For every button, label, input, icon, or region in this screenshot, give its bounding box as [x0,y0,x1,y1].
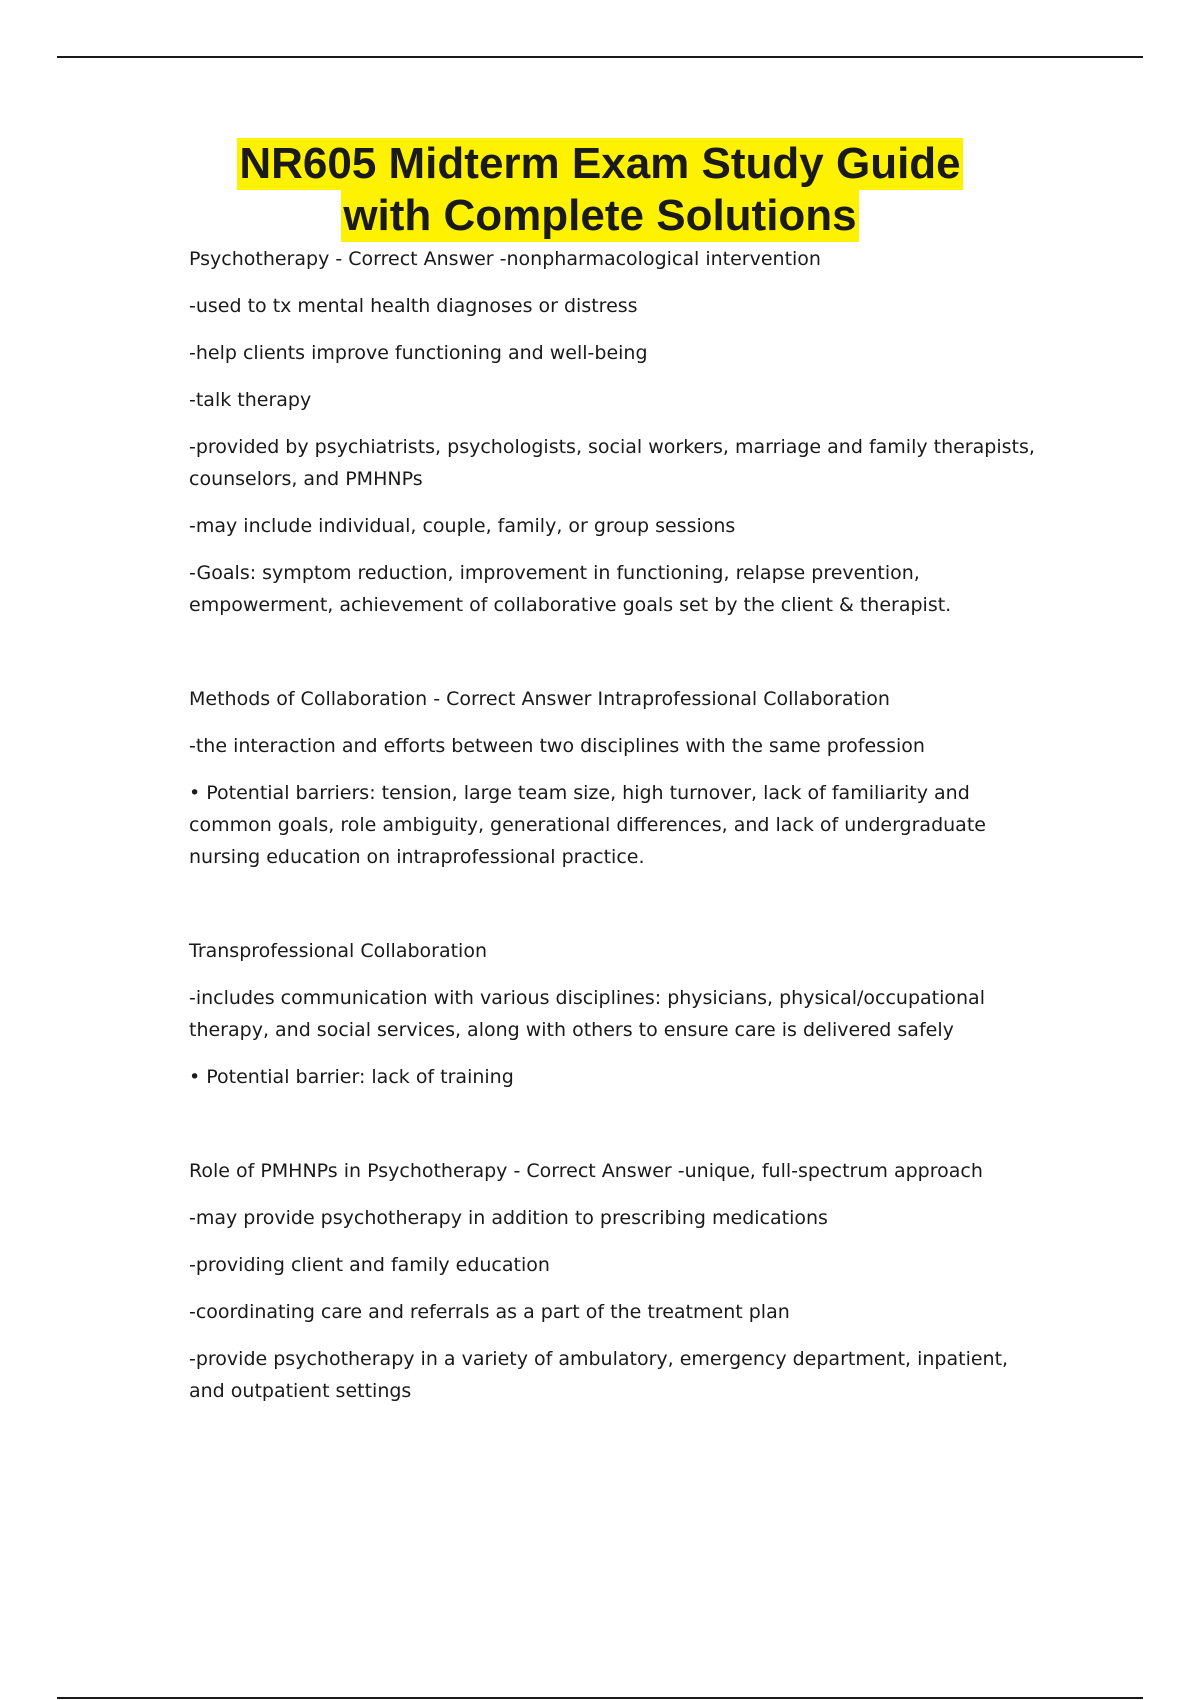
paragraph: -coordinating care and referrals as a part of the treatment plan [189,1301,790,1323]
bottom-divider [57,1697,1143,1699]
title-line-1: NR605 Midterm Exam Study Guide [239,139,961,188]
section-spacer [189,888,1049,935]
paragraph: -provided by psychiatrists, psychologists, social workers, marriage and family therapists, counselors, and PMHNPs [189,436,1035,490]
paragraph: -may include individual, couple, family, or group sessions [189,515,736,537]
title-line-2: with Complete Solutions [343,191,857,240]
paragraph: • Potential barrier: lack of training [189,1066,514,1088]
document-body [189,243,1049,1422]
paragraph: -the interaction and efforts between two disciplines with the same profession [189,735,925,757]
top-divider [57,56,1143,58]
document-title [0,138,1200,242]
paragraph: • Potential barriers: tension, large team size, high turnover, lack of familiarity and common goals, role ambiguity, generational differences, and lack of undergraduate nursing education on intraprofessional practice. [189,782,986,868]
paragraph: -Goals: symptom reduction, improvement in functioning, relapse prevention, empowerment, achievement of collaborative goals set by the client & therapist. [189,562,952,616]
section-spacer [189,636,1049,683]
paragraph: -provide psychotherapy in a variety of ambulatory, emergency department, inpatient, and outpatient settings [189,1348,1009,1402]
paragraph: -help clients improve functioning and well-being [189,342,648,364]
paragraph: Methods of Collaboration - Correct Answer Intraprofessional Collaboration [189,688,890,710]
paragraph: Role of PMHNPs in Psychotherapy - Correct Answer -unique, full-spectrum approach [189,1160,983,1182]
section-spacer [189,1108,1049,1155]
paragraph: -talk therapy [189,389,312,411]
paragraph: -used to tx mental health diagnoses or distress [189,295,638,317]
paragraph: -may provide psychotherapy in addition to prescribing medications [189,1207,828,1229]
paragraph: Psychotherapy - Correct Answer -nonpharmacological intervention [189,248,821,270]
paragraph: -includes communication with various disciplines: physicians, physical/occupational therapy, and social services, along with others to ensure care is delivered safely [189,987,985,1041]
paragraph: -providing client and family education [189,1254,550,1276]
paragraph: Transprofessional Collaboration [189,940,487,962]
